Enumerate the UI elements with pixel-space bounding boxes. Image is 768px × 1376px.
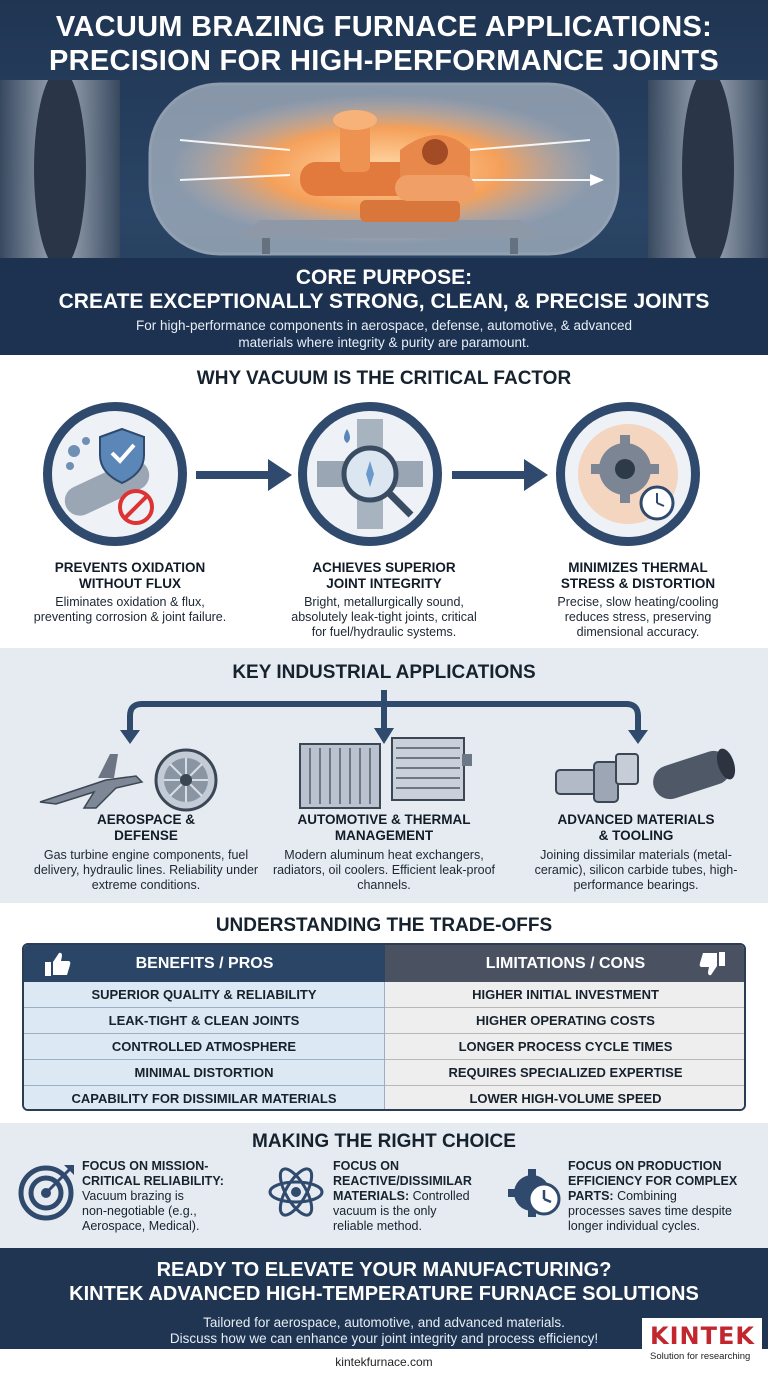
app-heading-2 bbox=[264, 812, 504, 844]
table-row bbox=[24, 1060, 744, 1086]
app-heading-1-line-1: AEROSPACE & bbox=[96, 812, 195, 827]
app-desc-3: Joining dissimilar materials (metal-ceramic), silicon carbide tubes, high-performance bearings. bbox=[534, 848, 738, 892]
choice-1-desc-line-2: non-negotiable (e.g., bbox=[82, 1204, 197, 1218]
choice-3-desc-line-2: processes saves time despite bbox=[568, 1204, 732, 1218]
oxidation-shield-icon bbox=[43, 402, 187, 546]
radiator-icon bbox=[300, 744, 380, 808]
carbide-tube-icon bbox=[649, 746, 739, 803]
why-heading-1-line-1: PREVENTS OXIDATION bbox=[54, 560, 206, 575]
magnified-joint-icon bbox=[298, 402, 442, 546]
arrow-right-icon bbox=[452, 455, 550, 495]
atom-icon bbox=[266, 1163, 326, 1221]
cta-description-1: Tailored for aerospace, automotive, and advanced materials. bbox=[203, 1315, 565, 1330]
pros-header bbox=[24, 945, 385, 982]
why-heading-3 bbox=[523, 560, 753, 592]
choice-2-desc-line-3: reliable method. bbox=[333, 1219, 422, 1233]
thumbs-down-icon bbox=[698, 951, 726, 977]
app-heading-2-line-1: AUTOMOTIVE & THERMAL bbox=[297, 812, 471, 827]
app-heading-1 bbox=[26, 812, 266, 844]
thumbs-up-icon bbox=[44, 951, 72, 977]
choice-3-heading-line-1: FOCUS ON PRODUCTION bbox=[568, 1159, 722, 1173]
core-purpose-statement: CREATE EXCEPTIONALLY STRONG, CLEAN, & PRECISE JOINTS bbox=[58, 290, 710, 313]
choice-2-desc-line-1: Controlled bbox=[409, 1189, 470, 1203]
page-title-line-2: PRECISION FOR HIGH-PERFORMANCE JOINTS bbox=[48, 45, 720, 77]
aerospace-icons bbox=[36, 746, 246, 812]
furnace-illustration bbox=[0, 80, 768, 258]
choice-text-1 bbox=[82, 1159, 252, 1234]
choice-1-desc-line-1: Vacuum brazing is bbox=[82, 1189, 184, 1203]
target-icon bbox=[18, 1163, 76, 1221]
pro-item: CONTROLLED ATMOSPHERE bbox=[24, 1034, 385, 1060]
cta-heading: READY TO ELEVATE YOUR MANUFACTURING? bbox=[156, 1259, 612, 1281]
app-heading-3-line-2: & TOOLING bbox=[598, 828, 674, 843]
pro-item: SUPERIOR QUALITY & RELIABILITY bbox=[24, 982, 385, 1008]
why-vacuum-section bbox=[0, 355, 768, 648]
choice-2-heading-line-2: REACTIVE/DISSIMILAR bbox=[333, 1174, 472, 1188]
table-row bbox=[24, 1034, 744, 1060]
app-desc-1: Gas turbine engine components, fuel delivery, hydraulic lines. Reliability under extreme conditions. bbox=[33, 848, 259, 892]
con-item: HIGHER INITIAL INVESTMENT bbox=[385, 982, 746, 1008]
choice-text-2 bbox=[333, 1159, 503, 1234]
heat-exchanger-icon bbox=[392, 738, 472, 800]
why-heading-1-line-2: WITHOUT FLUX bbox=[79, 576, 181, 591]
tradeoffs-section bbox=[0, 903, 768, 1123]
choice-2-desc-line-2: vacuum is the only bbox=[333, 1204, 437, 1218]
table-row bbox=[24, 982, 744, 1008]
why-desc-1: Eliminates oxidation & flux, preventing corrosion & joint failure. bbox=[33, 595, 227, 624]
core-purpose-heading: CORE PURPOSE: bbox=[295, 266, 473, 289]
choice-1-heading-line-1: FOCUS ON MISSION- bbox=[82, 1159, 209, 1173]
app-heading-3-line-1: ADVANCED MATERIALS bbox=[557, 812, 715, 827]
pro-item: CAPABILITY FOR DISSIMILAR MATERIALS bbox=[24, 1086, 385, 1111]
con-item: LOWER HIGH-VOLUME SPEED bbox=[385, 1086, 746, 1111]
page-title-line-1: VACUUM BRAZING FURNACE APPLICATIONS: bbox=[55, 11, 713, 43]
why-heading-2-line-1: ACHIEVES SUPERIOR bbox=[312, 560, 456, 575]
materials-icons bbox=[550, 740, 740, 812]
why-heading-3-line-1: MINIMIZES THERMAL bbox=[568, 560, 708, 575]
cons-header-label: LIMITATIONS / CONS bbox=[485, 955, 646, 972]
why-heading-2-line-2: JOINT INTEGRITY bbox=[326, 576, 442, 591]
table-row bbox=[24, 1086, 744, 1111]
choice-3-heading-line-2: EFFICIENCY FOR COMPLEX bbox=[568, 1174, 738, 1188]
choice-2-heading-line-3: MATERIALS: bbox=[333, 1189, 410, 1203]
choice-1-heading-line-2: CRITICAL RELIABILITY: bbox=[82, 1174, 224, 1188]
choice-3-desc-line-1: Combining bbox=[613, 1189, 677, 1203]
tradeoffs-title: UNDERSTANDING THE TRADE-OFFS bbox=[215, 915, 553, 936]
cta-description-2: Discuss how we can enhance your joint integrity and process efficiency! bbox=[169, 1331, 599, 1346]
right-choice-title: MAKING THE RIGHT CHOICE bbox=[252, 1131, 516, 1152]
table-row bbox=[24, 1008, 744, 1034]
logo-tagline: Solution for researching bbox=[650, 1351, 751, 1362]
right-choice-section bbox=[0, 1123, 768, 1248]
fighter-jet-icon bbox=[40, 754, 142, 808]
cons-header bbox=[385, 945, 746, 982]
cta-section bbox=[0, 1248, 768, 1376]
choice-1-desc-line-3: Aerospace, Medical). bbox=[82, 1219, 200, 1233]
choice-3-desc-line-3: longer individual cycles. bbox=[568, 1219, 701, 1233]
gear-clock-icon bbox=[508, 1163, 566, 1221]
why-heading-1 bbox=[15, 560, 245, 592]
website-link[interactable]: kintekfurnace.com bbox=[335, 1355, 433, 1369]
why-desc-3: Precise, slow heating/cooling reduces stress, preserving dimensional accuracy. bbox=[557, 595, 719, 639]
turbine-icon bbox=[156, 750, 216, 810]
why-heading-3-line-2: STRESS & DISTORTION bbox=[560, 576, 716, 591]
pro-item: MINIMAL DISTORTION bbox=[24, 1060, 385, 1086]
bearing-part-icon bbox=[556, 754, 638, 802]
core-purpose-band bbox=[0, 258, 768, 355]
choice-text-3 bbox=[568, 1159, 764, 1234]
page-title bbox=[0, 10, 768, 78]
cta-subheading: KINTEK ADVANCED HIGH-TEMPERATURE FURNACE SOLUTIONS bbox=[69, 1283, 699, 1305]
core-purpose-description: For high-performance components in aerospace, defense, automotive, & advanced materials where integrity & purity are paramount. bbox=[135, 318, 633, 350]
hero-section bbox=[0, 0, 768, 355]
why-vacuum-title: WHY VACUUM IS THE CRITICAL FACTOR bbox=[196, 368, 572, 389]
kintek-logo bbox=[642, 1318, 762, 1370]
logo-wordmark: KINTEK bbox=[650, 1322, 755, 1350]
choice-3-heading-line-3: PARTS: bbox=[568, 1189, 614, 1203]
why-desc-2: Bright, metallurgically sound, absolutely leak-tight joints, critical for fuel/hydraulic systems. bbox=[291, 595, 477, 639]
con-item: HIGHER OPERATING COSTS bbox=[385, 1008, 746, 1034]
pro-item: LEAK-TIGHT & CLEAN JOINTS bbox=[24, 1008, 385, 1034]
con-item: REQUIRES SPECIALIZED EXPERTISE bbox=[385, 1060, 746, 1086]
con-item: LONGER PROCESS CYCLE TIMES bbox=[385, 1034, 746, 1060]
app-heading-2-line-2: MANAGEMENT bbox=[334, 828, 434, 843]
choice-2-heading-line-1: FOCUS ON bbox=[333, 1159, 399, 1173]
tradeoffs-table bbox=[22, 943, 746, 1111]
applications-section bbox=[0, 648, 768, 903]
why-heading-2 bbox=[269, 560, 499, 592]
pros-header-label: BENEFITS / PROS bbox=[135, 955, 274, 972]
app-heading-3 bbox=[516, 812, 756, 844]
app-desc-2: Modern aluminum heat exchangers, radiators, oil coolers. Efficient leak-proof channels. bbox=[272, 848, 496, 892]
applications-title: KEY INDUSTRIAL APPLICATIONS bbox=[232, 662, 536, 683]
app-heading-1-line-2: DEFENSE bbox=[114, 828, 178, 843]
gear-heat-icon bbox=[556, 402, 700, 546]
arrow-right-icon bbox=[196, 455, 294, 495]
automotive-icons bbox=[296, 734, 476, 814]
